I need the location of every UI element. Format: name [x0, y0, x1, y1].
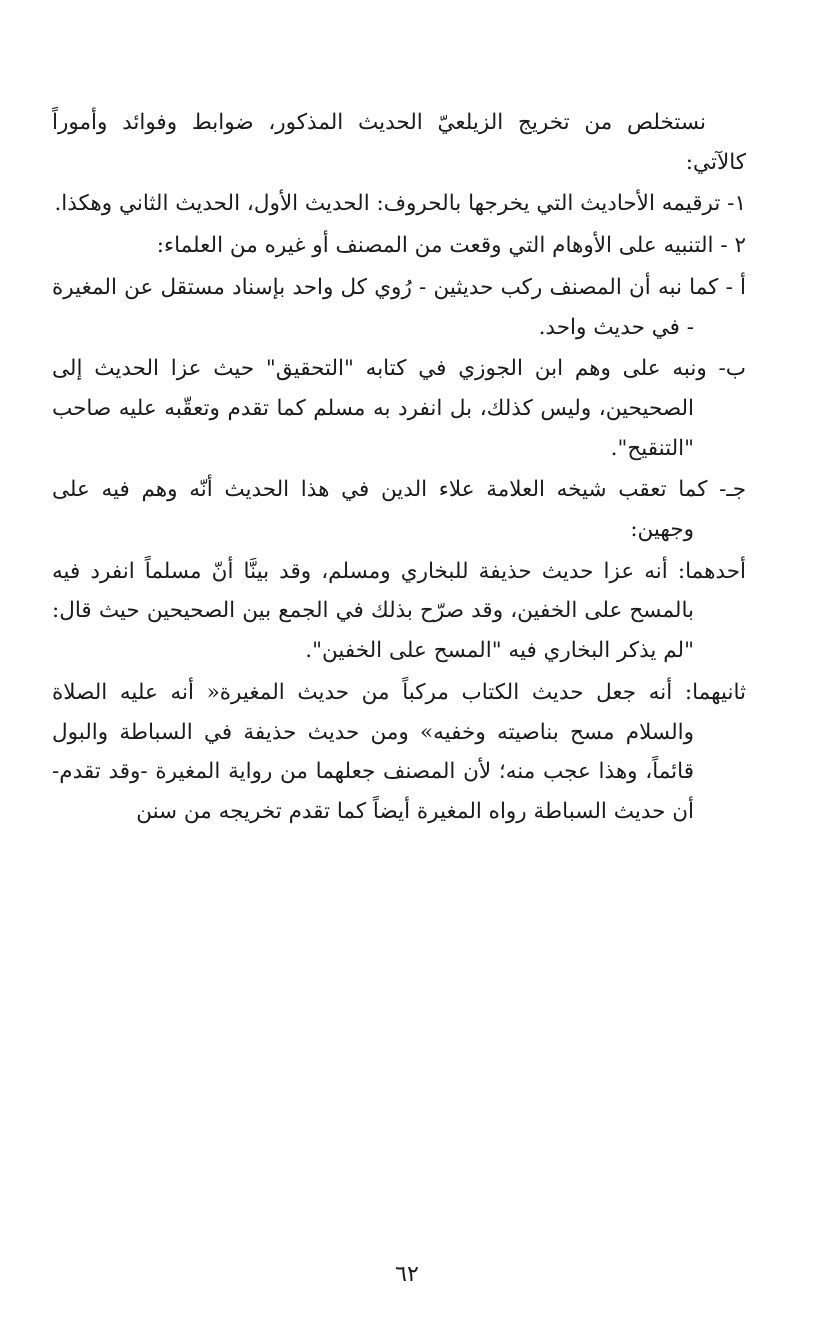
subpoint-a: أ - كما نبه أن المصنف ركب حديثين - رُوي كل واحد بإسناد مستقل عن المغيرة - في حديث واحد. [52, 274, 746, 340]
page-body [52, 103, 746, 832]
point-2: ٢ - التنبيه على الأوهام التي وقعت من المصنف أو غيره من العلماء: [156, 233, 746, 259]
second-aspect: ثانيهما: أنه جعل حديث الكتاب مركباً من حديث المغيرة« أنه عليه الصلاة والسلام مسح بناصيته وخفيه» ومن حديث حذيفة في السباطة والبول قائماً، وهذا عجب منه؛ لأن المصنف جعلهما من رواية المغيرة -وقد تقدم- أن حديث السباطة رواه المغيرة أيضاً كما تقدم تخريجه من سنن [52, 679, 746, 824]
subpoint-c: جـ- كما تعقب شيخه العلامة علاء الدين في هذا الحديث أنّه وهم فيه على وجهين: [52, 477, 746, 543]
subpoint-b: ب- ونبه على وهم ابن الجوزي في كتابه "التحقيق" حيث عزا الحديث إلى الصحيحين، وليس كذلك، بل انفرد به مسلم كما تقدم وتعقّبه عليه صاحب "التنقيح". [52, 356, 746, 461]
point-1: ١- ترقيمه الأحاديث التي يخرجها بالحروف: الحديث الأول، الحديث الثاني وهكذا. [54, 191, 746, 217]
first-aspect: أحدهما: أنه عزا حديث حذيفة للبخاري ومسلم، وقد بينَّا أنّ مسلماً انفرد فيه بالمسح على الخفين، وقد صرّح بذلك في الجمع بين الصحيحين حيث قال: "لم يذكر البخاري فيه "المسح على الخفين". [52, 558, 746, 664]
page-number: ٦٢ [395, 1262, 419, 1287]
intro-paragraph: نستخلص من تخريج الزيلعيّ الحديث المذكور، ضوابط وفوائد وأموراً كالآتي: [52, 110, 746, 175]
